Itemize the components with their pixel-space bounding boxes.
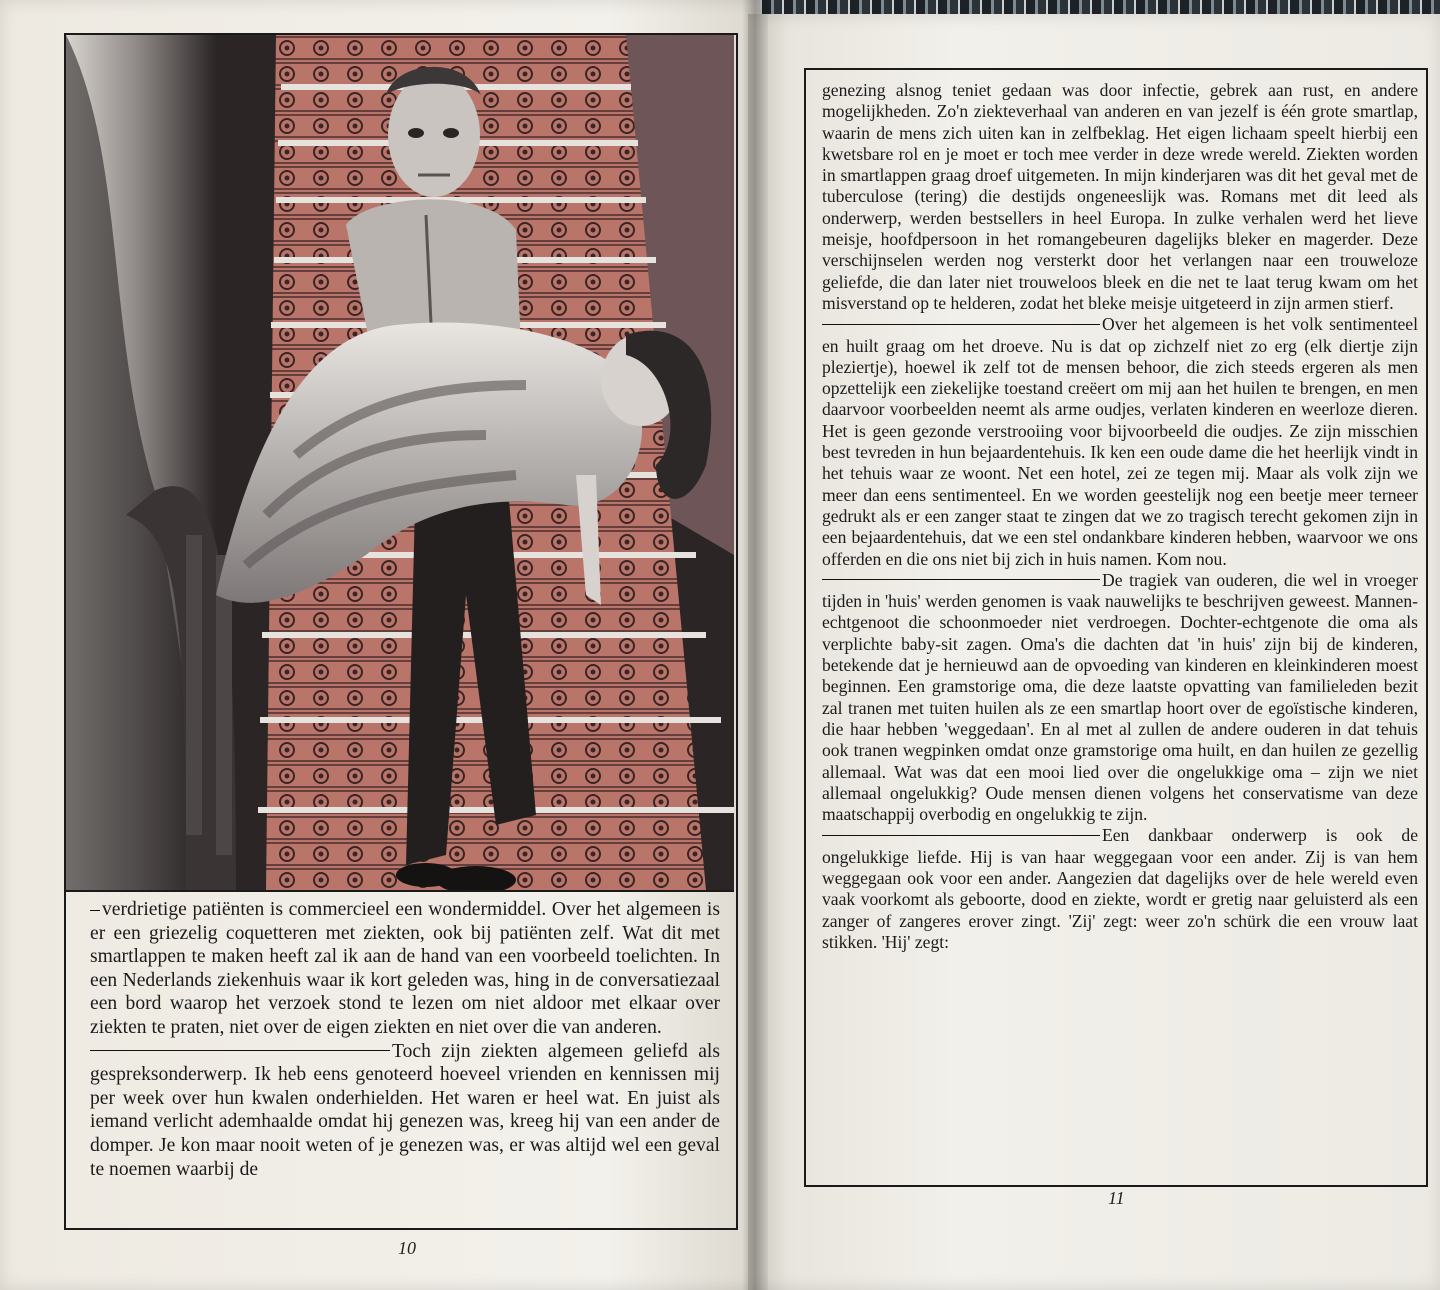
right-paragraph-2: Over het algemeen is het volk sentimenteel en huilt graag om het droeve. Nu is dat op zichzelf niet zo erg (elk diertje zijn pleziertje), hoewel ik zelf tot de mensen behoor, die zich steeds ergeren als men opzettelijk een ziekelijke toestand creëert om mij aan het huilen te brengen, en men daarvoor voorbeelden neemt als arme oudjes, verlaten kinderen en weerloze dieren. Het is geen gezonde verstrooiing voor bijvoorbeeld die oudjes. Ze zijn misschien best tevreden in hun bejaardentehuis. Ik ken een oude dame die het heerlijk vindt in het tehuis waar ze woont. Net een hotel, zei ze tegen mij. Maar als volk zijn we meer dan eens sentimenteel. En we worden geestelijk nog een beetje meer terneer gedrukt als er een zanger staat te zingen dat we zo tragisch terecht gekomen zijn in een bejaardentehuis, dat we een stel ondankbare kinderen hebben, waarvoor we ons offerden en die ons niet bij zich in huis namen. Kom nou. bbox=[822, 314, 1418, 569]
left-paragraph-2: Toch zijn ziekten algemeen geliefd als gespreksonderwerp. Ik heb eens genoteerd hoeveel vrienden en kennissen mij per week over hun kwalen onderhielden. Het waren er heel wat. En juist als iemand verlicht ademhaalde omdat hij genezen was, kreeg hij van een ander de domper. Je kon maar nooit weten of je genezen was, er was altijd wel een geval te noemen waarbij de bbox=[90, 1040, 720, 1180]
right-paragraph-3: De tragiek van ouderen, die wel in vroeger tijden in 'huis' werden genomen is vaak nauwelijks te beschrijven geweest. Mannen-echtgenoot die schoonmoeder niet verdroegen. Dochter-echtgenote die oma als verplichte baby-sit zagen. Oma's die dachten dat 'in huis' zijn bij de kinderen, betekende dat je hernieuwd aan de opvoeding van kinderen en kleinkinderen moest beginnen. Een gramstorige oma, die deze laatste opvatting van familieleden bezit zal tranen met tuiten huilen als ze een smartlap hoort over de egoïstische kinderen, die haar hebben 'weggedaan'. En al met al zullen de andere ouderen in dat tehuis ook tranen wegpinken omdat onze gramstorige oma huilt, en dan huilen ze gezellig allemaal. Wat was dat een mooi lied over die ongelukkige oma – zijn we niet allemaal ongelukkig? Oude mensen dienen volgens het conservatisme van deze maatschappij overbodig en ongelukkig te zijn. bbox=[822, 569, 1418, 825]
right-paragraph-4: Een dankbaar onderwerp is ook de ongelukkige liefde. Hij is van haar weggegaan voor een ander. Zij is van hem weggegaan ook voor een ander. Aangezien dat dagelijks over de hele wereld even vaak voorkomt als geboorte, dood en ziekte, wordt er gretig naar geluisterd als een zanger of zangeres erover zingt. 'Zij' zegt: weer zo'n schürk die een vrouw laat stikken. 'Hij' zegt: bbox=[822, 825, 1418, 952]
page-number-right: 11 bbox=[1108, 1188, 1125, 1208]
illustration-divider bbox=[66, 890, 734, 892]
staircase-illustration bbox=[66, 35, 734, 890]
illustration-drawing bbox=[66, 35, 734, 890]
book-gutter bbox=[742, 0, 768, 1290]
left-page-text bbox=[90, 898, 720, 1181]
right-page-text bbox=[822, 80, 1418, 953]
page-number-left: 10 bbox=[398, 1238, 416, 1258]
left-paragraph-1: verdrietige patiënten is commercieel een wondermiddel. Over het algemeen is er een griezelig coquetteren met ziekten, ook bij patiënten zelf. Wat dit met smartlappen te maken heeft zal ik aan de hand van een voorbeeld toelichten. In een Nederlands ziekenhuis waar ik kort geleden was, hing in de conversatiezaal een bord waarop het verzoek stond te lezen om niet aldoor met elkaar over ziekten te praten, niet over de eigen ziekten en niet over die van anderen. bbox=[90, 899, 720, 1038]
right-paragraph-1: genezing alsnog teniet gedaan was door infectie, gebrek aan rust, en andere mogelijkheden. Zo'n ziekteverhaal van anderen en van jezelf is één grote smartlap, waarin de mens zich uiten kan in zelfbeklag. Het eigen lichaam speelt hierbij een kwetsbare rol en je moet er toch mee verder in deze wrede wereld. Ziekten worden in smartlappen graag droef uitgemeten. In mijn kinderjaren was dit het geval met de tuberculose (tering) die destijds ongeneeslijk was. Romans met dit leed als onderwerp, werden bestsellers in heel Europa. In zulke verhalen werd het lieve meisje, hoofdpersoon in het romangebeuren dagelijks bleker en magerder. Deze verschijnselen werden nog versterkt door het verlangen naar een trouweloze geliefde, die dan later niet trouweloos bleek en die net te laat terug kwam om het misverstand op te helderen, zodat het bleke meisje uitgeteerd in zijn armen stierf. bbox=[822, 80, 1418, 313]
